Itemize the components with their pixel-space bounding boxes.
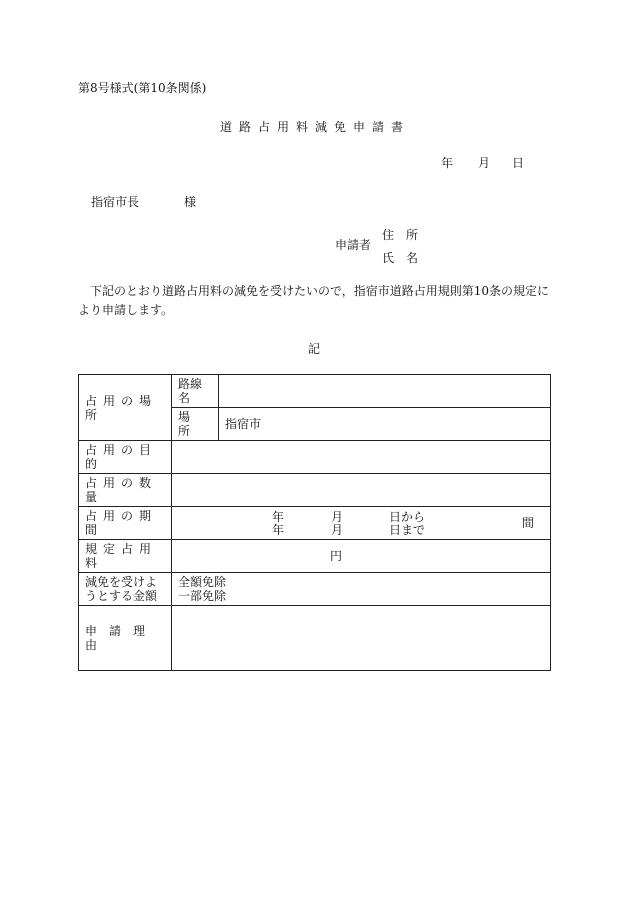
period-to-year: 年 xyxy=(272,523,285,537)
document-title: 道路占用料減免申請書 xyxy=(219,120,410,134)
request-statement: 下記のとおり道路占用料の減免を受けたいので，指宿市道路占用規則第10条の規定により申請します。 xyxy=(78,284,550,317)
reason-field[interactable] xyxy=(172,606,551,671)
table-row-reduction xyxy=(79,573,551,606)
table-row-quantity xyxy=(79,474,551,507)
place-field[interactable]: 指宿市 xyxy=(219,408,551,441)
fee-unit: 円 xyxy=(330,549,343,563)
period-from-day: 日から xyxy=(389,510,426,524)
period-to-month: 月 xyxy=(331,523,344,537)
period-label: 占用の期間 xyxy=(79,507,172,540)
partial-exemption-option[interactable]: 一部免除 xyxy=(178,589,227,603)
addressee-honorific: 様 xyxy=(184,195,197,209)
addressee-name: 指宿市長 xyxy=(91,195,140,209)
period-from-month: 月 xyxy=(331,510,344,524)
ki-heading: 記 xyxy=(308,342,321,356)
purpose-label: 占用の目的 xyxy=(79,441,172,474)
place-label: 場所 xyxy=(172,408,219,441)
purpose-field[interactable] xyxy=(172,441,551,474)
quantity-field[interactable] xyxy=(172,474,551,507)
table-row-purpose xyxy=(79,441,551,474)
date-month-label: 月 xyxy=(478,156,491,170)
reason-label: 申請理由 xyxy=(79,606,172,671)
route-name-label: 路線名 xyxy=(172,375,219,408)
period-field[interactable] xyxy=(172,507,551,540)
reduction-label: 減免を受けようとする金額 xyxy=(79,573,172,606)
period-from-year: 年 xyxy=(272,510,285,524)
applicant-name-label: 氏名 xyxy=(382,251,431,265)
form-number: 第8号様式(第10条関係) xyxy=(78,81,207,95)
full-exemption-option[interactable]: 全額免除 xyxy=(178,575,227,589)
route-name-field[interactable] xyxy=(219,375,551,408)
date-day-label: 日 xyxy=(512,156,525,170)
period-to-day: 日まで xyxy=(389,523,426,537)
fee-field[interactable] xyxy=(172,540,551,573)
location-label: 占用の場所 xyxy=(79,375,172,441)
application-table xyxy=(78,374,551,671)
table-row-route xyxy=(79,375,551,408)
fee-label: 規定占用料 xyxy=(79,540,172,573)
table-row-fee xyxy=(79,540,551,573)
table-row-reason xyxy=(79,606,551,671)
quantity-label: 占用の数量 xyxy=(79,474,172,507)
table-row-period xyxy=(79,507,551,540)
reduction-field[interactable] xyxy=(172,573,551,606)
applicant-address-label: 住所 xyxy=(382,228,431,242)
period-duration-label: 間 xyxy=(522,516,535,530)
applicant-label: 申請者 xyxy=(335,238,372,252)
date-year-label: 年 xyxy=(441,156,454,170)
